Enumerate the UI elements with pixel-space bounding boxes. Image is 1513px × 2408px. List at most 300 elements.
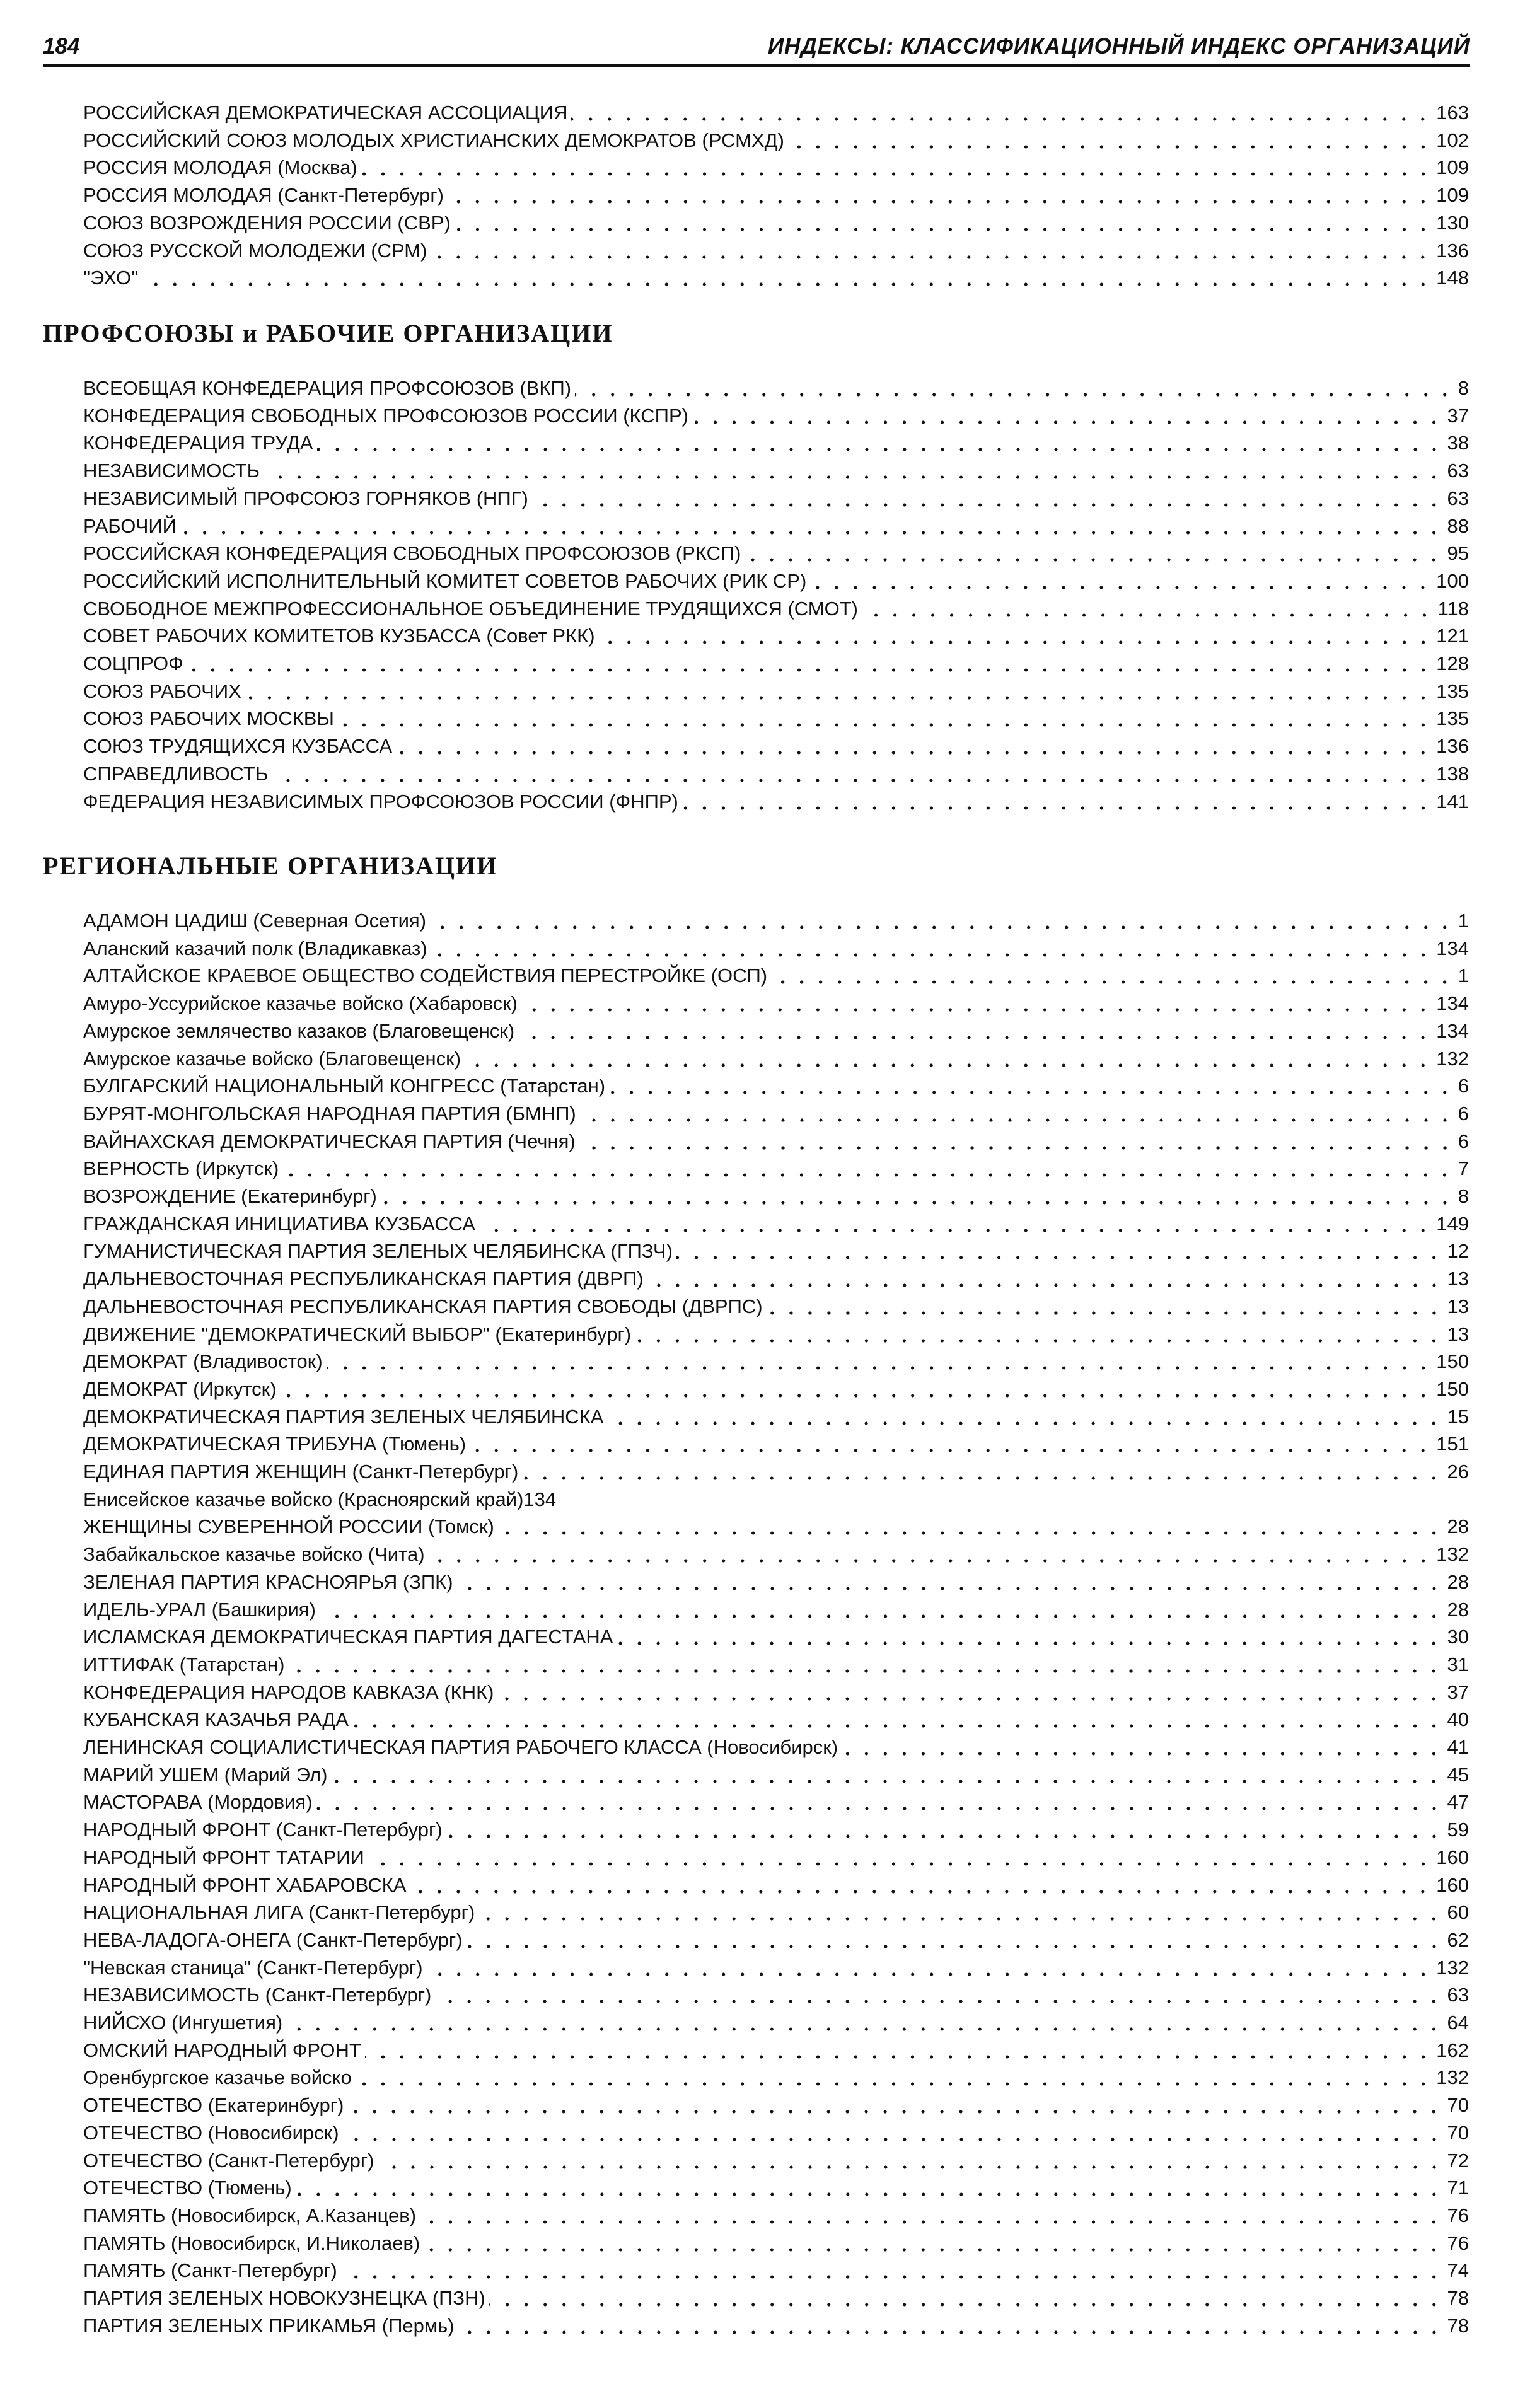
- dot-leader: [470, 1435, 1432, 1454]
- entry-name: СОЦПРОФ: [83, 652, 183, 674]
- index-entry: [83, 1044, 1469, 1072]
- entry-page-number: 70: [1447, 2121, 1469, 2144]
- entry-name: РОССИЙСКАЯ ДЕМОКРАТИЧЕСКАЯ АССОЦИАЦИЯ: [83, 101, 568, 124]
- entry-page-number: 151: [1436, 1433, 1469, 1456]
- entry-page-number: 134: [1436, 937, 1469, 959]
- index-entry: [83, 1402, 1469, 1430]
- entry-page-number: 40: [1447, 1708, 1469, 1731]
- dot-leader: [497, 1683, 1443, 1702]
- entry-name: КОНФЕДЕРАЦИЯ НАРОДОВ КАВКАЗА (КНК): [83, 1681, 494, 1703]
- entry-name: РОССИЙСКИЙ СОЮЗ МОЛОДЫХ ХРИСТИАНСКИХ ДЕМОКРАТОВ (РСМХД): [83, 129, 784, 151]
- entry-page-number: 135: [1436, 707, 1469, 730]
- dot-leader: [420, 2206, 1443, 2225]
- entry-page-number: 64: [1447, 2011, 1469, 2034]
- index-entry: [83, 2090, 1469, 2118]
- entry-name: ОТЕЧЕСТВО (Екатеринбург): [83, 2094, 344, 2117]
- dot-leader: [430, 912, 1454, 930]
- entry-name: БУРЯТ-МОНГОЛЬСКАЯ НАРОДНАЯ ПАРТИЯ (БМНП): [83, 1102, 576, 1125]
- entry-page-number: 6: [1458, 1102, 1469, 1125]
- entry-page-number: 160: [1436, 1873, 1469, 1896]
- entry-name: ЕДИНАЯ ПАРТИЯ ЖЕНЩИН (Санкт-Петербург): [83, 1461, 519, 1483]
- entry-name: ЖЕНЩИНЫ СУВЕРЕННОЙ РОССИИ (Томск): [83, 1515, 494, 1538]
- entry-name: ДАЛЬНЕВОСТОЧНАЯ РЕСПУБЛИКАНСКАЯ ПАРТИЯ (ДВРП): [83, 1268, 644, 1290]
- dot-leader: [489, 2289, 1444, 2308]
- section-heading: ПРОФСОЮЗЫ и РАБОЧИЕ ОРГАНИЗАЦИИ: [43, 319, 613, 347]
- entry-name: ДВИЖЕНИЕ "ДЕМОКРАТИЧЕСКИЙ ВЫБОР" (Екатеринбург): [83, 1323, 632, 1345]
- dot-leader: [522, 1462, 1443, 1481]
- entry-name: КОНФЕДЕРАЦИЯ ТРУДА: [83, 432, 313, 454]
- entry-name: НЕЗАВИСИМОСТЬ (Санкт-Петербург): [83, 1984, 432, 2006]
- entry-page-number: 138: [1436, 762, 1469, 785]
- entry-name: НЕЗАВИСИМЫЙ ПРОФСОЮЗ ГОРНЯКОВ (НПГ): [83, 487, 528, 509]
- entry-name: Забайкальское казачье войско (Чита): [83, 1543, 425, 1566]
- entry-page-number: 26: [1447, 1461, 1469, 1483]
- entry-name: СОЮЗ РАБОЧИХ МОСКВЫ: [83, 707, 334, 730]
- entry-name: НИЙСХО (Ингушетия): [83, 2011, 283, 2034]
- index-entry: [83, 125, 1469, 153]
- dot-leader: [579, 1132, 1454, 1151]
- section-heading: РЕГИОНАЛЬНЫЕ ОРГАНИЗАЦИИ: [43, 852, 498, 880]
- entry-page-number: 6: [1458, 1130, 1469, 1152]
- entry-name: ВСЕОБЩАЯ КОНФЕДЕРАЦИЯ ПРОФСОЮЗОВ (ВКП): [83, 377, 572, 399]
- entry-page-number: 45: [1447, 1763, 1469, 1786]
- entry-page-number: 1: [1458, 964, 1469, 987]
- entry-name: Аланский казачий полк (Владикавказ): [83, 937, 427, 959]
- index-entry: [83, 649, 1469, 676]
- entry-page-number: 1: [1458, 910, 1469, 932]
- entry-name: ОТЕЧЕСТВО (Санкт-Петербург): [83, 2149, 374, 2172]
- index-entry: [83, 1236, 1469, 1264]
- entry-page-number: 76: [1447, 2231, 1469, 2254]
- entry-page-number: 149: [1436, 1212, 1469, 1235]
- entry-page-number: 63: [1447, 460, 1469, 482]
- entry-name: "ЭХО": [83, 267, 138, 289]
- dot-leader: [455, 214, 1432, 233]
- index-entry: [83, 934, 1469, 961]
- dot-leader: [381, 1187, 1454, 1206]
- entry-name: "Невская станица" (Санкт-Петербург): [83, 1956, 423, 1979]
- index-entry: [83, 2201, 1469, 2228]
- entry-name: ИСЛАМСКАЯ ДЕМОКРАТИЧЕСКАЯ ПАРТИЯ ДАГЕСТАНА: [83, 1626, 613, 1648]
- dot-leader: [341, 2261, 1444, 2280]
- index-entry: [83, 1567, 1469, 1595]
- index-entry: [83, 1016, 1469, 1044]
- dot-leader: [446, 1820, 1444, 1839]
- entry-name: ОТЕЧЕСТВО (Новосибирск): [83, 2121, 339, 2144]
- entry-name: НЕВА-ЛАДОГА-ОНЕГА (Санкт-Петербург): [83, 1928, 463, 1951]
- index-entry: [83, 2228, 1469, 2256]
- index-entry: [83, 961, 1469, 988]
- index-entry: [83, 566, 1469, 594]
- dot-leader: [571, 103, 1432, 122]
- entry-page-number: 62: [1447, 1928, 1469, 1951]
- entry-page-number: 134: [1436, 1019, 1469, 1042]
- entry-name: НАРОДНЫЙ ФРОНТ (Санкт-Петербург): [83, 1819, 443, 1841]
- dot-leader: [521, 994, 1432, 1013]
- entry-name: ОТЕЧЕСТВО (Тюмень): [83, 2177, 292, 2199]
- entry-name: КОНФЕДЕРАЦИЯ СВОБОДНЫХ ПРОФСОЮЗОВ РОССИИ (КСПР): [83, 404, 688, 427]
- entry-page-number: 109: [1436, 184, 1469, 207]
- entry-name: Оренбургское казачье войско: [83, 2066, 352, 2089]
- entry-page-number: 15: [1447, 1405, 1469, 1428]
- entry-name: СВОБОДНОЕ МЕЖПРОФЕССИОНАЛЬНОЕ ОБЪЕДИНЕНИЕ ТРУДЯЩИХСЯ (СМОТ): [83, 597, 858, 620]
- dot-leader: [676, 1242, 1444, 1261]
- entry-name: ЗЕЛЕНАЯ ПАРТИЯ КРАСНОЯРЬЯ (ЗПК): [83, 1570, 453, 1593]
- entry-page-number: 88: [1447, 514, 1469, 537]
- page-header: [43, 18, 1470, 67]
- entry-page-number: 132: [1436, 1047, 1469, 1070]
- entry-name: ЛЕНИНСКАЯ СОЦИАЛИСТИЧЕСКАЯ ПАРТИЯ РАБОЧЕГО КЛАССА (Новосибирск): [83, 1736, 838, 1758]
- entry-name: РОССИЯ МОЛОДАЯ (Москва): [83, 156, 357, 179]
- index-entry: [83, 1429, 1469, 1457]
- entry-page-number: 150: [1436, 1350, 1469, 1373]
- entry-name: НЕЗАВИСИМОСТЬ: [83, 460, 260, 482]
- entry-name: СОЮЗ РАБОЧИХ: [83, 680, 241, 702]
- entry-name: БУЛГАРСКИЙ НАЦИОНАЛЬНЫЙ КОНГРЕСС (Татарстан): [83, 1075, 606, 1097]
- entry-name: РАБОЧИЙ: [83, 514, 177, 537]
- dot-leader: [609, 1077, 1454, 1096]
- entry-name: Амуро-Уссурийское казачье войско (Хабаровск): [83, 992, 518, 1015]
- entry-page-number: 150: [1436, 1377, 1469, 1400]
- dot-leader: [142, 269, 1432, 287]
- dot-leader: [607, 1408, 1443, 1427]
- page-title: ИНДЕКСЫ: КЛАССИФИКАЦИОННЫЙ ИНДЕКС ОРГАНИЗАЦИЙ: [767, 34, 1470, 59]
- index-entry: [83, 1732, 1469, 1760]
- dot-leader: [580, 1104, 1454, 1123]
- entry-name: СОВЕТ РАБОЧИХ КОМИТЕТОВ КУЗБАССА (Совет РКК): [83, 625, 595, 647]
- dot-leader: [599, 627, 1433, 645]
- entry-page-number: 136: [1436, 239, 1469, 262]
- index-entry: [83, 428, 1469, 456]
- index-entry: [83, 2008, 1469, 2035]
- dot-leader: [458, 2317, 1444, 2336]
- entry-page-number: 8: [1458, 377, 1469, 399]
- entry-name: НАРОДНЫЙ ФРОНТ ТАТАРИИ: [83, 1846, 364, 1868]
- entry-name: СОЮЗ ВОЗРОЖДЕНИЯ РОССИИ (СВР): [83, 211, 451, 234]
- index-entry: [83, 1539, 1469, 1567]
- entry-page-number: 12: [1447, 1240, 1469, 1263]
- dot-leader: [532, 489, 1444, 508]
- index-entry: [83, 1815, 1469, 1843]
- entry-name: ПАРТИЯ ЗЕЛЕНЫХ ПРИКАМЬЯ (Пермь): [83, 2314, 455, 2337]
- dot-leader: [282, 1159, 1454, 1178]
- entry-page-number: 13: [1447, 1323, 1469, 1345]
- dot-leader: [368, 1848, 1432, 1867]
- index-entry: [83, 2255, 1469, 2283]
- dot-leader: [378, 2151, 1444, 2170]
- index-entry: [83, 208, 1469, 236]
- entry-page-number: 37: [1447, 1681, 1469, 1703]
- dot-leader: [338, 709, 1432, 728]
- entry-name: ГУМАНИСТИЧЕСКАЯ ПАРТИЯ ЗЕЛЕНЫХ ЧЕЛЯБИНСКА (ГПЗЧ): [83, 1240, 673, 1263]
- entry-page-number: 95: [1447, 542, 1469, 565]
- entry-page-number: 71: [1447, 2177, 1469, 2199]
- index-entry: [83, 1677, 1469, 1705]
- dot-leader: [435, 1986, 1443, 2005]
- dot-leader: [180, 517, 1444, 536]
- entry-page-number: 72: [1447, 2149, 1469, 2172]
- entry-page-number: 13: [1447, 1295, 1469, 1317]
- entry-page-number: 63: [1447, 487, 1469, 509]
- index-entry: [83, 1512, 1469, 1539]
- entry-page-number: 102: [1436, 129, 1469, 151]
- dot-leader: [347, 2096, 1443, 2115]
- entry-page-number: 141: [1436, 790, 1469, 813]
- index-entry: [83, 1870, 1469, 1898]
- entry-name: АЛТАЙСКОЕ КРАЕВОЕ ОБЩЕСТВО СОДЕЙСТВИЯ ПЕРЕСТРОЙКЕ (ОСП): [83, 964, 768, 987]
- entry-page-number: 28: [1447, 1515, 1469, 1538]
- entry-page-number: 59: [1447, 1819, 1469, 1841]
- index-entry: [83, 98, 1469, 125]
- index-entry: [83, 2146, 1469, 2174]
- dot-leader: [617, 1628, 1443, 1647]
- index-entry: [83, 1374, 1469, 1402]
- index-entry: [83, 401, 1469, 429]
- entry-name: РОССИЙСКАЯ КОНФЕДЕРАЦИЯ СВОБОДНЫХ ПРОФСОЮЗОВ (РКСП): [83, 542, 741, 565]
- entry-page-number: 41: [1447, 1736, 1469, 1758]
- dot-leader: [327, 1352, 1433, 1371]
- entry-name: Амурское казачье войско (Благовещенск): [83, 1047, 461, 1070]
- entry-name: ПАМЯТЬ (Новосибирск, И.Николаев): [83, 2231, 420, 2254]
- index-entry: [83, 906, 1469, 934]
- index-entry: [83, 456, 1469, 483]
- dot-leader: [465, 1050, 1432, 1068]
- dot-leader: [288, 1655, 1443, 1674]
- dot-leader: [427, 1959, 1433, 1977]
- index-entry: [83, 1760, 1469, 1788]
- dot-leader: [296, 2179, 1444, 2197]
- index-entry: [83, 2173, 1469, 2201]
- index-entry: [83, 731, 1469, 759]
- entry-name: АДАМОН ЦАДИШ (Северная Осетия): [83, 910, 427, 932]
- entry-name: ИТТИФАК (Татарстан): [83, 1653, 285, 1676]
- entry-page-number: 136: [1436, 735, 1469, 758]
- index-entry: [83, 2035, 1469, 2063]
- entry-page-number: 13: [1447, 1268, 1469, 1290]
- entry-name: ВОЗРОЖДЕНИЕ (Екатеринбург): [83, 1185, 377, 1207]
- entry-page-number: 100: [1436, 569, 1469, 592]
- dot-leader: [320, 1601, 1444, 1619]
- index-entry: [83, 676, 1469, 704]
- dot-leader: [810, 572, 1432, 591]
- entry-name: СПРАВЕДЛИВОСТЬ: [83, 762, 269, 785]
- entry-name: МАСТОРАВА (Мордовия): [83, 1791, 313, 1814]
- dot-leader: [467, 1931, 1444, 1950]
- index-entry: [83, 236, 1469, 263]
- index-entry: [83, 1209, 1469, 1237]
- dot-leader: [518, 1022, 1432, 1041]
- entry-name: ДАЛЬНЕВОСТОЧНАЯ РЕСПУБЛИКАНСКАЯ ПАРТИЯ СВОБОДЫ (ДВРПС): [83, 1295, 763, 1317]
- index-entry: [83, 1154, 1469, 1181]
- index-entry: [83, 759, 1469, 787]
- entry-page-number: 8: [1458, 1185, 1469, 1207]
- dot-leader: [331, 1766, 1443, 1785]
- dot-leader: [245, 682, 1432, 701]
- index-entry: [83, 1181, 1469, 1209]
- index-entry: [83, 1925, 1469, 1953]
- index-entry: [83, 2283, 1469, 2311]
- index-entry: [83, 1843, 1469, 1870]
- index-entry: [83, 153, 1469, 180]
- entry-name: ПАМЯТЬ (Новосибирск, А.Казанцев): [83, 2204, 417, 2226]
- dot-leader: [365, 2041, 1432, 2060]
- index-entry: [83, 1319, 1469, 1347]
- entry-name: ГРАЖДАНСКАЯ ИНИЦИАТИВА КУЗБАССА: [83, 1212, 476, 1235]
- entry-name: НАРОДНЫЙ ФРОНТ ХАБАРОВСКА: [83, 1873, 407, 1896]
- dot-leader: [767, 1297, 1444, 1316]
- dot-leader: [410, 1876, 1432, 1895]
- entry-name: Енисейское казачье войско (Красноярский край)134: [83, 1488, 557, 1510]
- index-entry: [83, 483, 1469, 511]
- entry-page-number: 118: [1437, 597, 1469, 620]
- index-entry: [83, 1264, 1469, 1292]
- index-entry: [83, 263, 1469, 291]
- dot-leader: [647, 1270, 1444, 1288]
- entry-name: СОЮЗ ТРУДЯЩИХСЯ КУЗБАССА: [83, 735, 393, 758]
- entry-name: ДЕМОКРАТ (Иркутск): [83, 1377, 277, 1400]
- index-entry: [83, 511, 1469, 539]
- entry-name: ДЕМОКРАТИЧЕСКАЯ ПАРТИЯ ЗЕЛЕНЫХ ЧЕЛЯБИНСКА: [83, 1405, 604, 1428]
- entry-page-number: 121: [1436, 625, 1469, 647]
- index-entry: [83, 703, 1469, 731]
- dot-leader: [316, 1793, 1444, 1812]
- dot-leader: [429, 1545, 1433, 1564]
- dot-leader: [682, 792, 1432, 811]
- index-entry: [83, 1622, 1469, 1650]
- entry-page-number: 109: [1436, 156, 1469, 179]
- dot-leader: [771, 966, 1454, 985]
- index-entry: [83, 621, 1469, 649]
- dot-leader: [479, 1215, 1432, 1234]
- entry-name: ДЕМОКРАТИЧЕСКАЯ ТРИБУНА (Тюмень): [83, 1433, 467, 1456]
- entry-page-number: 78: [1447, 2287, 1469, 2309]
- dot-leader: [187, 654, 1433, 673]
- dot-leader: [457, 1573, 1444, 1592]
- entry-name: ИДЕЛЬ-УРАЛ (Башкирия): [83, 1598, 316, 1621]
- entry-page-number: 132: [1436, 2066, 1469, 2089]
- entry-page-number: 47: [1447, 1791, 1469, 1814]
- entry-page-number: 70: [1447, 2094, 1469, 2117]
- dot-leader: [575, 379, 1454, 398]
- dot-leader: [317, 434, 1444, 453]
- index-entry: [83, 1897, 1469, 1925]
- entry-name: РОССИЯ МОЛОДАЯ (Санкт-Петербург): [83, 184, 444, 207]
- index-entry: [83, 1980, 1469, 2008]
- dot-leader: [272, 765, 1432, 784]
- dot-leader: [361, 158, 1433, 177]
- index-entry: [83, 538, 1469, 566]
- dot-leader: [356, 2068, 1433, 2087]
- entry-page-number: 63: [1447, 1984, 1469, 2006]
- entry-page-number: 7: [1458, 1157, 1469, 1180]
- entry-name: ФЕДЕРАЦИЯ НЕЗАВИСИМЫХ ПРОФСОЮЗОВ РОССИИ (ФНПР): [83, 790, 678, 813]
- index-entry: [83, 1071, 1469, 1099]
- entry-name: РОССИЙСКИЙ ИСПОЛНИТЕЛЬНЫЙ КОМИТЕТ СОВЕТОВ РАБОЧИХ (РИК СР): [83, 569, 807, 592]
- dot-leader: [431, 939, 1433, 958]
- index-entry: [83, 2118, 1469, 2146]
- entry-page-number: 148: [1436, 267, 1469, 289]
- index-entry: [83, 2063, 1469, 2090]
- entry-page-number: 135: [1436, 680, 1469, 702]
- index-entry: [83, 787, 1469, 814]
- index-entry: [83, 1705, 1469, 1732]
- dot-leader: [281, 1380, 1433, 1399]
- dot-leader: [692, 407, 1444, 425]
- index-entry: [83, 180, 1469, 208]
- index-entry: [83, 1953, 1469, 1981]
- index-entry: [83, 1346, 1469, 1374]
- entry-page-number: 163: [1436, 101, 1469, 124]
- dot-leader: [396, 737, 1432, 756]
- index-entry: [83, 373, 1469, 401]
- entry-name: ДЕМОКРАТ (Владивосток): [83, 1350, 323, 1373]
- index-entry: [83, 988, 1469, 1016]
- dot-leader: [424, 2234, 1443, 2253]
- index-entry: [83, 1650, 1469, 1677]
- index-entry: [83, 1787, 1469, 1815]
- entry-page-number: 162: [1436, 2039, 1469, 2061]
- dot-leader: [862, 599, 1434, 618]
- entry-page-number: 74: [1447, 2259, 1469, 2282]
- index-entry: [83, 1595, 1469, 1623]
- entry-page-number: 132: [1436, 1543, 1469, 1566]
- entry-name: ПАМЯТЬ (Санкт-Петербург): [83, 2259, 337, 2282]
- entry-page-number: 78: [1447, 2314, 1469, 2337]
- dot-leader: [745, 544, 1443, 563]
- dot-leader: [448, 186, 1432, 205]
- entry-page-number: 132: [1436, 1956, 1469, 1979]
- entry-name: ВАЙНАХСКАЯ ДЕМОКРАТИЧЕСКАЯ ПАРТИЯ (Чечня): [83, 1130, 576, 1152]
- entry-page-number: 28: [1447, 1598, 1469, 1621]
- dot-leader: [635, 1325, 1443, 1344]
- dot-leader: [478, 1903, 1443, 1922]
- dot-leader: [352, 1710, 1444, 1729]
- entry-page-number: 6: [1458, 1075, 1469, 1097]
- dot-leader: [788, 131, 1432, 150]
- entry-page-number: 28: [1447, 1570, 1469, 1593]
- entry-page-number: 38: [1447, 432, 1469, 454]
- entry-name: КУБАНСКАЯ КАЗАЧЬЯ РАДА: [83, 1708, 349, 1731]
- entry-page-number: 134: [1436, 992, 1469, 1015]
- index-entry: [83, 1126, 1469, 1154]
- entry-name: СОЮЗ РУССКОЙ МОЛОДЕЖИ (СРМ): [83, 239, 427, 262]
- entry-name: Амурское землячество казаков (Благовещенск): [83, 1019, 515, 1042]
- dot-leader: [431, 241, 1432, 260]
- dot-leader: [343, 2124, 1444, 2143]
- dot-leader: [264, 461, 1444, 480]
- entry-page-number: 128: [1436, 652, 1469, 674]
- entry-name: ВЕРНОСТЬ (Иркутск): [83, 1157, 279, 1180]
- entry-page-number: 37: [1447, 404, 1469, 427]
- index-entry: [83, 1457, 1469, 1485]
- dot-leader: [498, 1517, 1444, 1536]
- entry-name: ПАРТИЯ ЗЕЛЕНЫХ НОВОКУЗНЕЦКА (ПЗН): [83, 2287, 485, 2309]
- entry-page-number: 160: [1436, 1846, 1469, 1868]
- dot-leader: [842, 1738, 1443, 1757]
- page-number: 184: [43, 34, 80, 59]
- entry-name: ОМСКИЙ НАРОДНЫЙ ФРОНТ: [83, 2039, 361, 2061]
- entry-page-number: 76: [1447, 2204, 1469, 2226]
- entry-page-number: 30: [1447, 1626, 1469, 1648]
- index-entry: [83, 1099, 1469, 1126]
- index-entry: [83, 2311, 1469, 2339]
- dot-leader: [286, 2013, 1443, 2032]
- entry-name: МАРИЙ УШЕМ (Марий Эл): [83, 1763, 328, 1786]
- entry-page-number: 60: [1447, 1901, 1469, 1924]
- index-entry: [83, 1292, 1469, 1319]
- index-entry: [83, 594, 1469, 622]
- entry-page-number: 130: [1436, 211, 1469, 234]
